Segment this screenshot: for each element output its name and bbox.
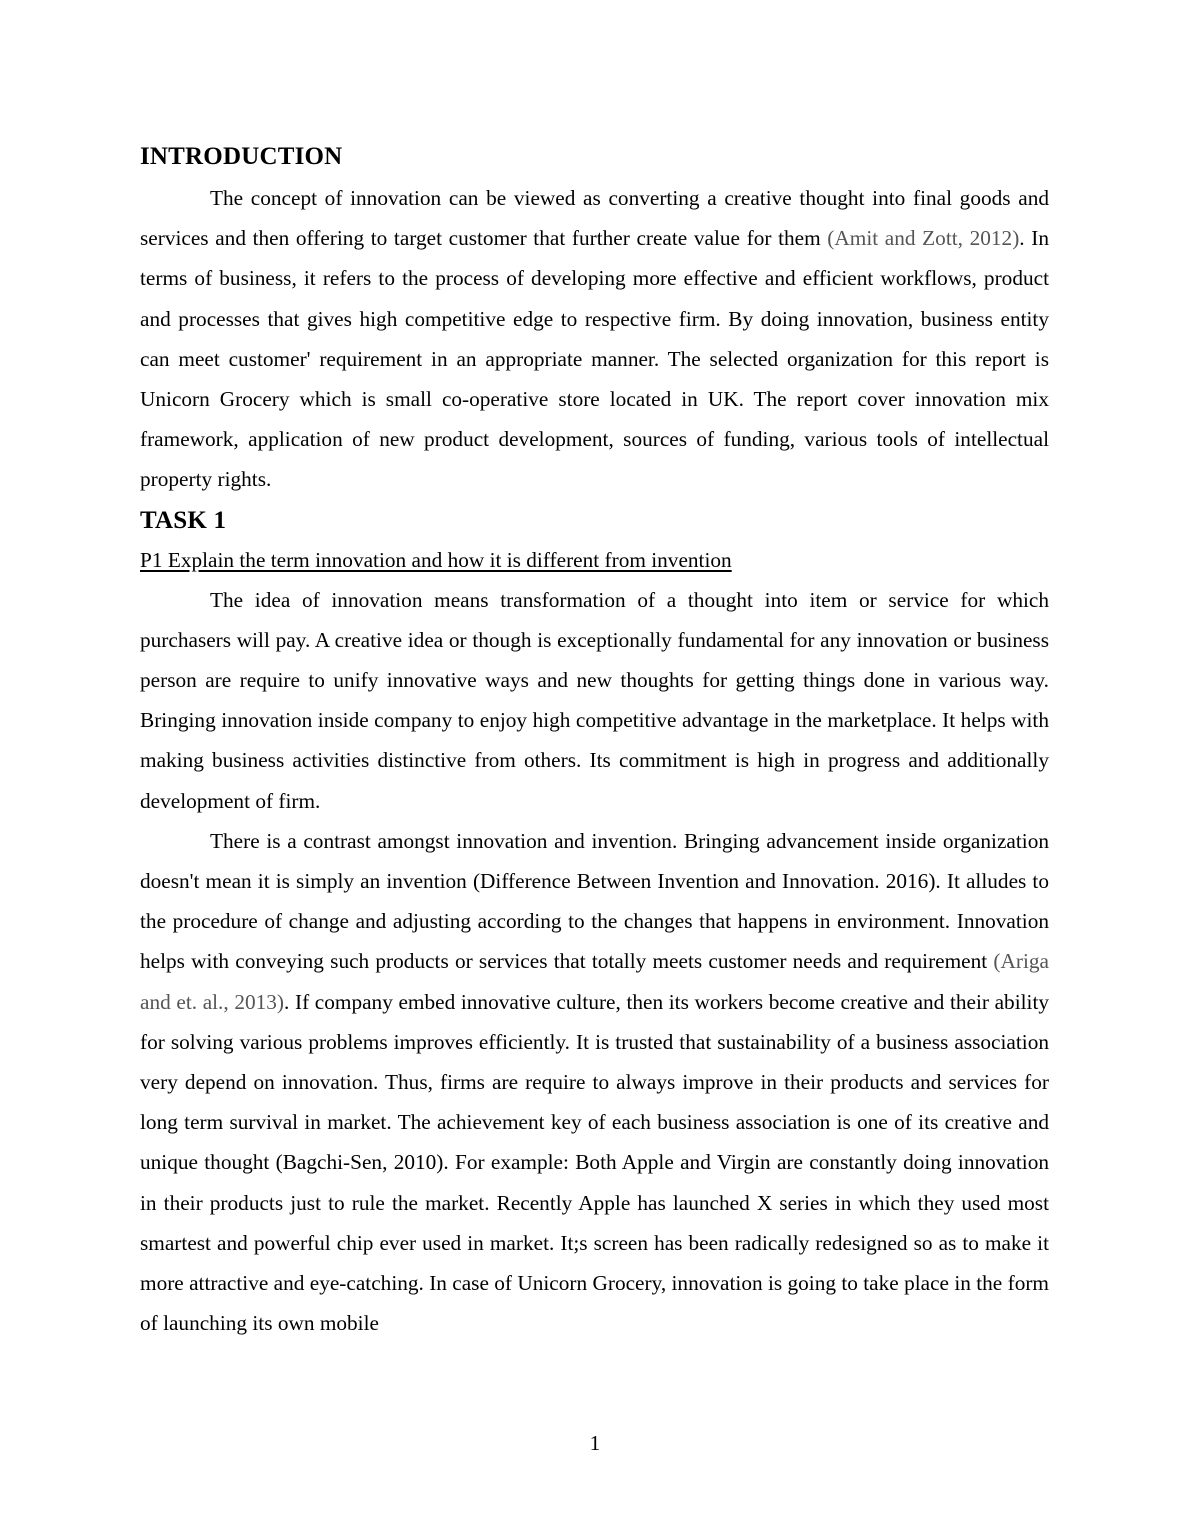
task1-paragraph-2-part2: . If company embed innovative culture, then its workers become creative and their ability for solving various problems improves efficiently. It is trusted that sustainability of a business association very depend on innovation. Thus, firms are require to always improve in their products and services for long term survival in market. The achievement key of each business association is one of its creative and unique thought (Bagchi-Sen, 2010). For example: Both Apple and Virgin are constantly doing innovation in their products just to rule the market. Recently Apple has launched X series in which they used most smartest and powerful chip ever used in market. It;s screen has been radically redesigned so as to make it more attractive and eye-catching. In case of Unicorn Grocery, innovation is going to take place in the form of launching its own mobile <box>140 989 1050 1336</box>
page-number: 1 <box>589 1431 601 1455</box>
introduction-text-part2: . In terms of business, it refers to the process of developing more effective and efficient workflows, product and processes that gives high competitive edge to respective firm. By doing innovation, business entity can meet customer' requirement in an appropriate manner. The selected organization for this report is Unicorn Grocery which is small co-operative store located in UK. The report cover innovation mix framework, application of new product development, sources of funding, various tools of intellectual property rights. <box>140 226 1049 492</box>
p1-subheading: P1 Explain the term innovation and how it is different from invention <box>140 547 732 572</box>
task1-heading: TASK 1 <box>140 506 227 534</box>
page-content <box>140 138 1049 1343</box>
citation-ariga: (Ariga and et. al., 2013) <box>140 949 1049 1014</box>
task1-paragraph-2 <box>140 821 1049 1344</box>
introduction-heading: INTRODUCTION <box>140 143 343 170</box>
citation-amit-zott: (Amit and Zott, 2012) <box>827 226 1020 251</box>
task1-paragraph-2-part1: There is a contrast amongst innovation and invention. Bringing advancement inside organization doesn't mean it is simply an invention (Difference Between Invention and Innovation. 2016). It alludes to the procedure of change and adjusting according to the changes that happens in environment. Innovation helps with conveying such products or services that totally meets customer needs and requirement <box>140 828 1049 974</box>
introduction-text-part1: The concept of innovation can be viewed as converting a creative thought into final goods and services and then offering to target customer that further create value for them <box>140 186 1049 251</box>
introduction-paragraph <box>140 178 1049 500</box>
task1-paragraph-1: The idea of innovation means transformation of a thought into item or service for which purchasers will pay. A creative idea or though is exceptionally fundamental for any innovation or business person are require to unify innovative ways and new thoughts for getting things done in various way. Bringing innovation inside company to enjoy high competitive advantage in the marketplace. It helps with making business activities distinctive from others. Its commitment is high in progress and additionally development of firm. <box>140 587 1049 813</box>
